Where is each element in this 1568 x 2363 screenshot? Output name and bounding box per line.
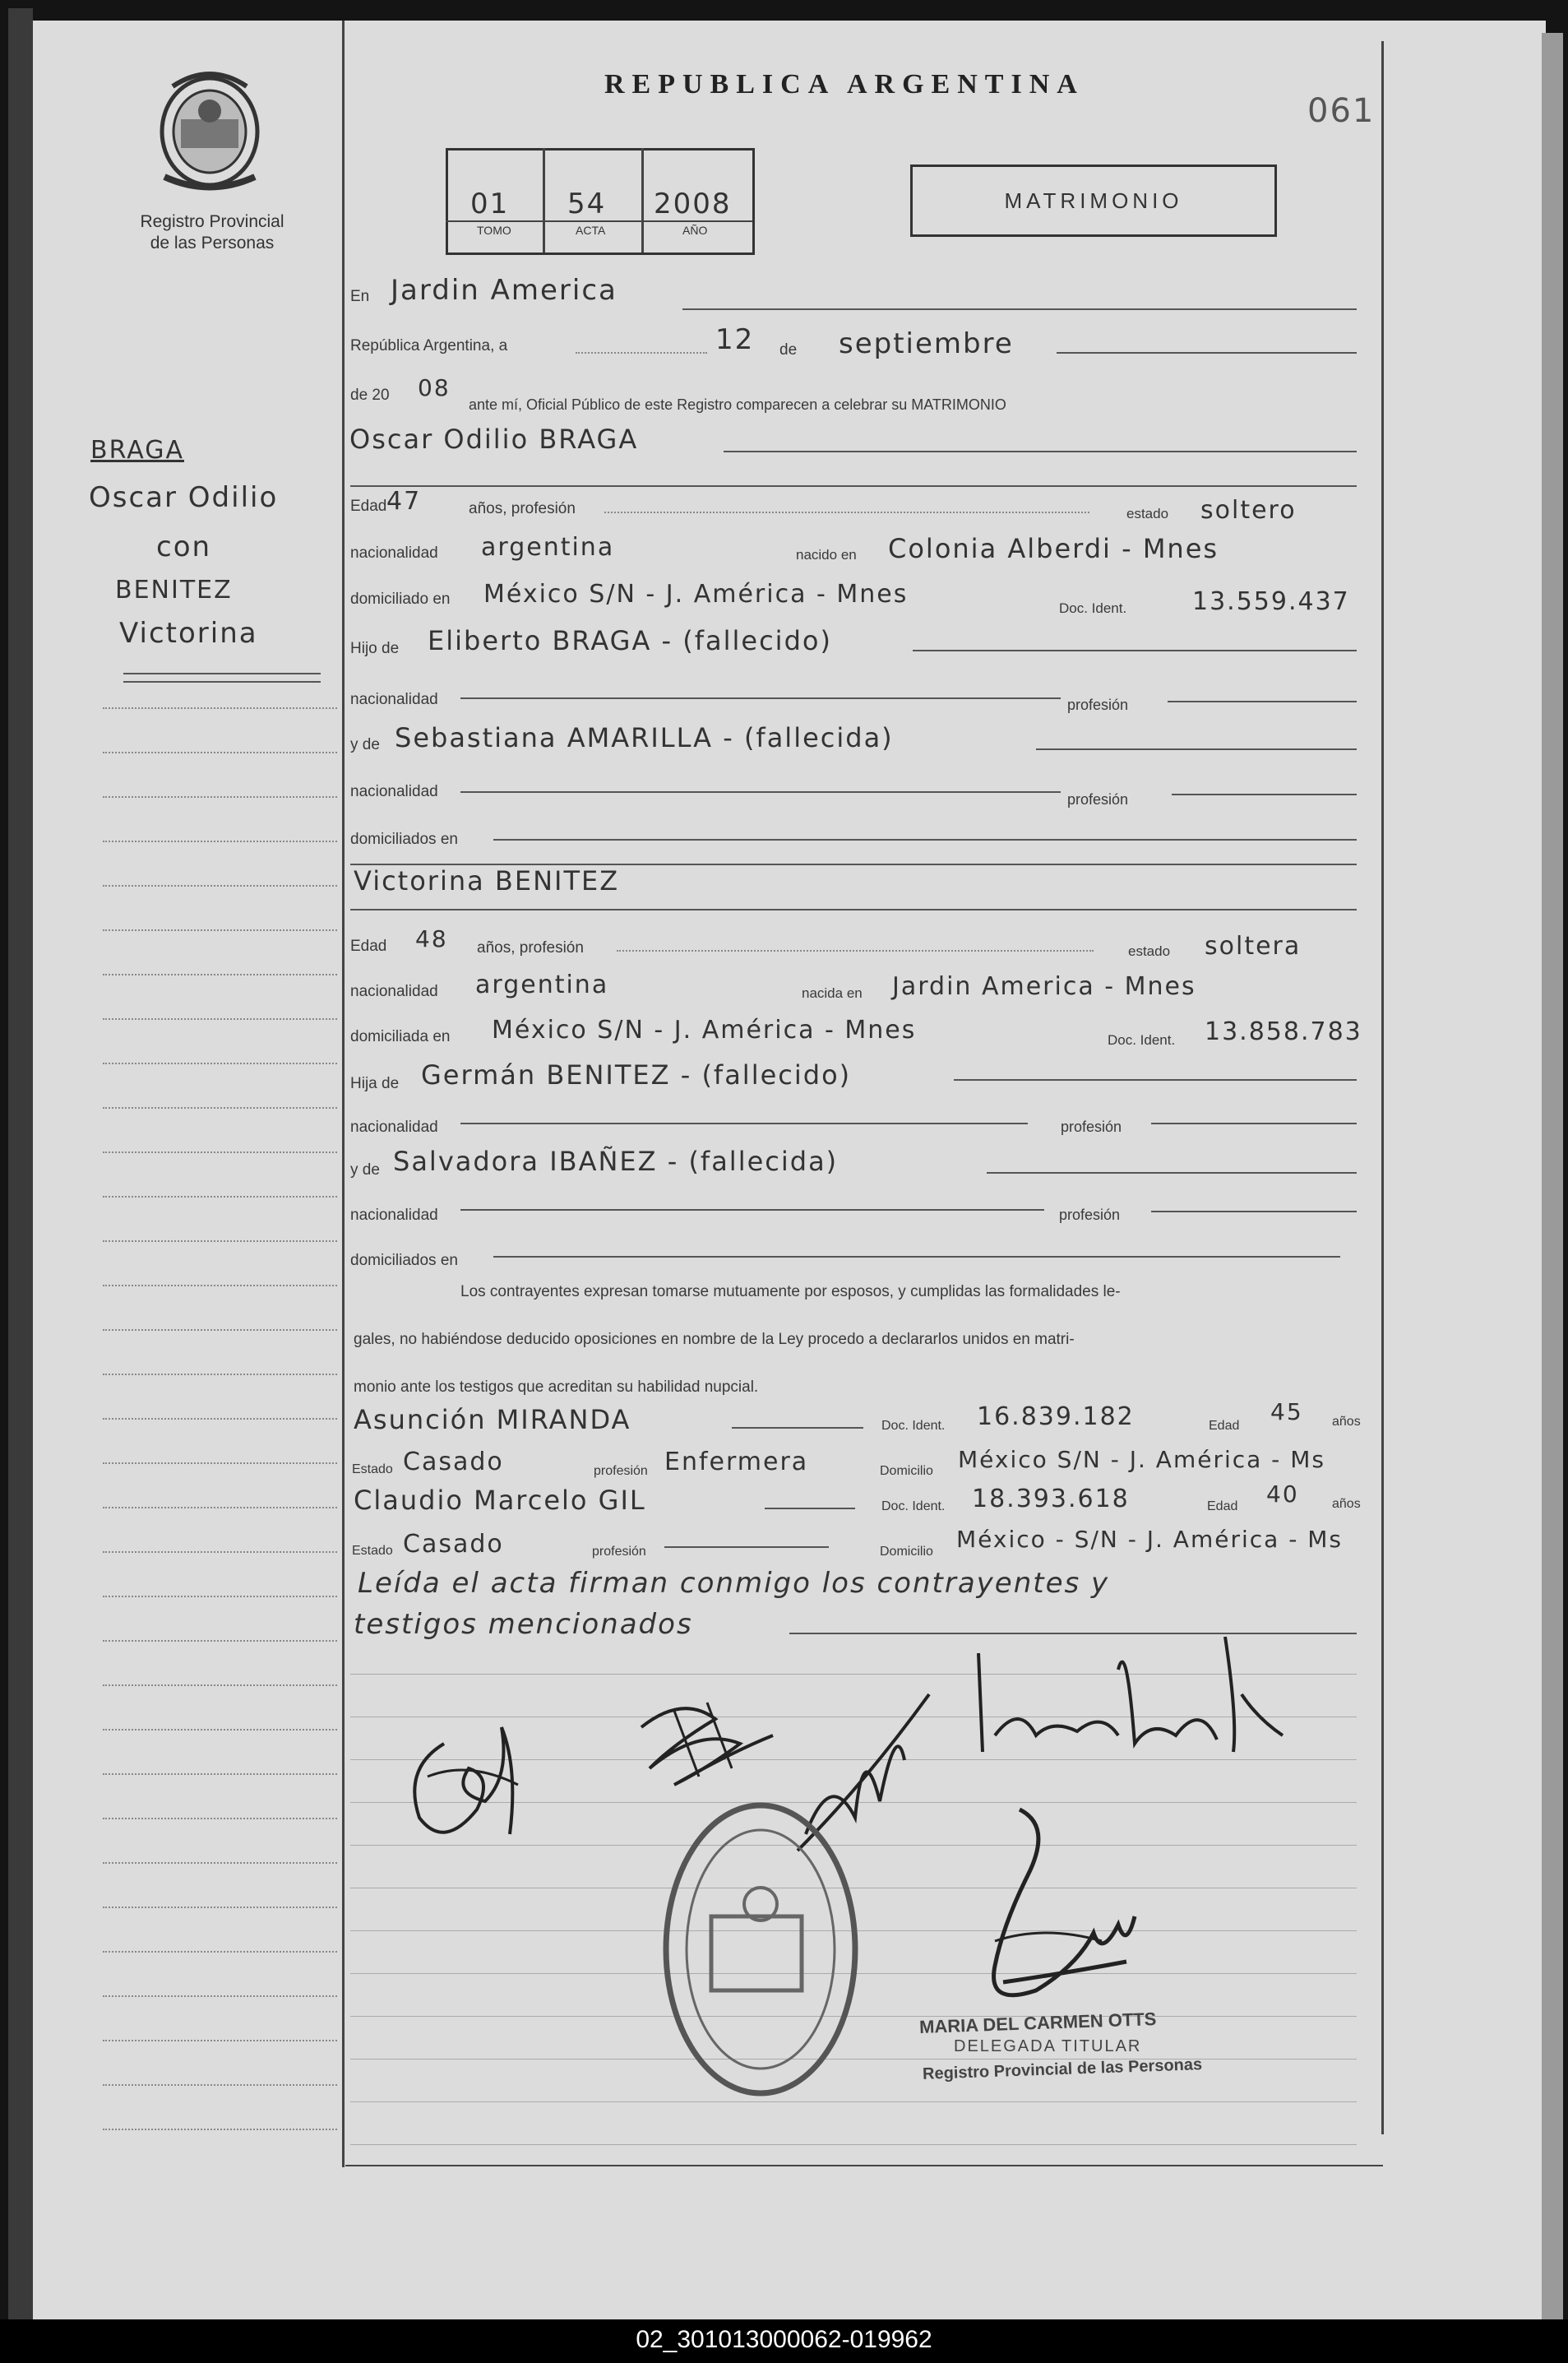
month-value: septiembre xyxy=(839,327,1014,360)
witness2-anos-label: años xyxy=(1332,1497,1361,1511)
document-title: REPUBLICA ARGENTINA xyxy=(604,69,1085,100)
margin-surname-groom: BRAGA xyxy=(90,436,184,465)
bride-father-line xyxy=(954,1079,1357,1081)
ano-label: AÑO xyxy=(682,224,708,237)
witness1-dom-label: Domicilio xyxy=(880,1464,933,1478)
bride-name-line xyxy=(350,909,1357,910)
acta-value: 54 xyxy=(567,188,607,220)
margin-name-groom: Oscar Odilio xyxy=(89,481,279,514)
act-type-label: MATRIMONIO xyxy=(1004,188,1183,213)
bride-mother-prof-label: profesión xyxy=(1059,1207,1121,1223)
witness2-edad-label: Edad xyxy=(1207,1499,1238,1513)
witness2-profesion-line xyxy=(664,1546,829,1548)
margin-ruled-line xyxy=(103,707,337,709)
witness1-age: 45 xyxy=(1270,1398,1303,1425)
bride-mother-prof-line xyxy=(1151,1211,1357,1212)
declaration-text: ante mí, Oficial Público de este Registro comparecen a celebrar su MATRIMONIO xyxy=(469,396,1006,413)
closing-line2: testigos mencionados xyxy=(354,1608,693,1641)
groom-nac-label: nacionalidad xyxy=(350,544,438,562)
statement-line1: Los contrayentes expresan tomarse mutuamente por esposos, y cumplidas las formalidades le- xyxy=(460,1283,1121,1300)
witness1-estado: Casado xyxy=(403,1448,504,1476)
bride-doc: 13.858.783 xyxy=(1205,1017,1362,1046)
margin-ruled-line xyxy=(103,1995,337,1997)
witness1-profesion-label: profesión xyxy=(594,1464,648,1478)
margin-ruled-line xyxy=(103,1107,337,1109)
groom-father-prof-label: profesión xyxy=(1067,697,1129,713)
witness2-dom-label: Domicilio xyxy=(880,1545,933,1559)
bride-domicilio: México S/N - J. América - Mnes xyxy=(492,1016,917,1045)
margin-ruled-line xyxy=(103,1818,337,1819)
bride-estado: soltera xyxy=(1205,932,1302,961)
acta-label: ACTA xyxy=(576,224,606,237)
margin-ruled-line xyxy=(103,1773,337,1775)
groom-mother-nac-line xyxy=(460,791,1061,793)
image-code: 02_301013000062-019962 xyxy=(636,2326,932,2353)
bride-mother-line xyxy=(987,1172,1357,1174)
margin-ruled-line xyxy=(103,841,337,842)
margin-con: con xyxy=(156,531,212,563)
bride-profesion-dots xyxy=(617,950,1094,952)
groom-mother-line xyxy=(1036,748,1357,750)
registry-name-line2: de las Personas xyxy=(150,234,275,253)
witness1-doc: 16.839.182 xyxy=(977,1402,1135,1431)
witness2-doc: 18.393.618 xyxy=(972,1485,1130,1513)
republica-label: República Argentina, a xyxy=(350,337,508,354)
groom-estado: soltero xyxy=(1200,496,1297,525)
act-box-divider-2 xyxy=(641,148,644,253)
ano-value: 2008 xyxy=(654,188,732,220)
groom-name-line xyxy=(724,451,1357,452)
place-value: Jardin America xyxy=(391,274,617,307)
place-line xyxy=(682,308,1357,310)
groom-birthplace: Colonia Alberdi - Mnes xyxy=(888,533,1219,564)
tomo-value: 01 xyxy=(470,188,510,220)
image-footer-bar xyxy=(0,2319,1568,2363)
margin-ruled-line xyxy=(103,1374,337,1375)
bottom-border-line xyxy=(345,2165,1383,2166)
act-type-box xyxy=(910,164,1277,237)
provincial-emblem-icon xyxy=(148,62,271,193)
groom-father-nac-label: nacionalidad xyxy=(350,691,438,708)
margin-ruled-line xyxy=(103,1640,337,1642)
groom-nacionalidad: argentina xyxy=(481,533,615,562)
margin-ruled-line xyxy=(103,1862,337,1864)
tomo-label: TOMO xyxy=(477,224,511,237)
witness2-name: Claudio Marcelo GIL xyxy=(354,1485,646,1516)
officer-stamp-name: MARIA DEL CARMEN OTTS xyxy=(918,2008,1157,2038)
groom-father-line xyxy=(913,650,1357,651)
de-label: de xyxy=(779,341,798,359)
bride-father: Germán BENITEZ - (fallecido) xyxy=(421,1059,852,1091)
groom-signature-icon xyxy=(395,1678,543,1867)
bride-parents-dom-line xyxy=(493,1256,1340,1258)
margin-ruled-line xyxy=(103,1684,337,1686)
witness1-estado-label: Estado xyxy=(352,1462,393,1476)
groom-mother: Sebastiana AMARILLA - (fallecida) xyxy=(395,722,894,753)
groom-father-prof-line xyxy=(1168,701,1357,702)
page-right-edge xyxy=(1542,33,1563,2319)
year-suffix: 08 xyxy=(418,374,451,401)
groom-estado-label: estado xyxy=(1126,506,1169,521)
margin-ruled-line xyxy=(103,1196,337,1198)
groom-age: 47 xyxy=(386,487,422,516)
bride-father-nac-label: nacionalidad xyxy=(350,1119,438,1136)
groom-dom-label: domiciliado en xyxy=(350,591,451,608)
groom-parents-dom-label: domiciliados en xyxy=(350,831,458,848)
margin-ruled-line xyxy=(103,2040,337,2041)
margin-ruled-line xyxy=(103,1018,337,1020)
margin-ruled-line xyxy=(103,929,337,931)
margin-note-underline-1 xyxy=(123,673,321,674)
groom-doc-label: Doc. Ident. xyxy=(1059,600,1127,616)
page-number: 061 xyxy=(1307,92,1376,130)
margin-ruled-line xyxy=(103,2129,337,2130)
groom-mother-prof-label: profesión xyxy=(1067,791,1129,808)
witness2-estado-label: Estado xyxy=(352,1544,393,1558)
margin-ruled-line xyxy=(103,1151,337,1153)
margin-ruled-line xyxy=(103,1418,337,1420)
groom-father-nac-line xyxy=(460,697,1061,699)
bride-profesion-label: años, profesión xyxy=(477,939,584,957)
margin-ruled-line xyxy=(103,1240,337,1242)
margin-ruled-line xyxy=(103,1729,337,1731)
margin-ruled-line xyxy=(103,1596,337,1597)
margin-note-underline-2 xyxy=(123,681,321,683)
margin-ruled-line xyxy=(103,1462,337,1464)
witness1-domicilio: México S/N - J. América - Ms xyxy=(958,1446,1325,1473)
groom-parents-dom-line xyxy=(493,839,1357,841)
bride-hija-label: Hija de xyxy=(350,1075,400,1092)
bride-nacida-label: nacida en xyxy=(802,985,863,1001)
bride-signature-icon xyxy=(625,1678,789,1801)
closing-line1: Leída el acta firman conmigo los contrayentes y xyxy=(358,1567,1110,1600)
groom-domicilio: México S/N - J. América - Mnes xyxy=(483,580,909,609)
groom-profesion-dots xyxy=(604,512,1089,513)
groom-mother-nac-label: nacionalidad xyxy=(350,783,438,800)
groom-profesion-label: años, profesión xyxy=(469,500,576,517)
bride-mother: Salvadora IBAÑEZ - (fallecida) xyxy=(393,1146,839,1177)
margin-ruled-line xyxy=(103,1063,337,1064)
margin-ruled-line xyxy=(103,885,337,887)
margin-name-bride: Victorina xyxy=(119,617,258,650)
month-line xyxy=(1057,352,1357,354)
groom-father: Eliberto BRAGA - (fallecido) xyxy=(428,625,832,656)
groom-mother-prof-line xyxy=(1172,794,1357,795)
page-shadow xyxy=(8,8,33,2319)
margin-ruled-line xyxy=(103,1329,337,1331)
statement-line2: gales, no habiéndose deducido oposiciones en nombre de la Ley procedo a declararlos unidos en matri- xyxy=(354,1331,1075,1348)
officer-stamp-title: DELEGADA TITULAR xyxy=(954,2037,1142,2055)
groom-name: Oscar Odilio BRAGA xyxy=(349,424,639,455)
groom-doc: 13.559.437 xyxy=(1192,587,1350,616)
bride-dom-label: domiciliada en xyxy=(350,1028,451,1045)
margin-surname-bride: BENITEZ xyxy=(115,576,233,605)
margin-ruled-line xyxy=(103,2084,337,2086)
bride-nacionalidad: argentina xyxy=(475,971,609,999)
witness2-domicilio: México - S/N - J. América - Ms xyxy=(956,1526,1343,1553)
witness1-profesion: Enfermera xyxy=(664,1448,809,1476)
witness1-edad-label: Edad xyxy=(1209,1419,1240,1433)
bride-father-prof-line xyxy=(1151,1123,1357,1124)
witness2-name-line xyxy=(765,1508,855,1509)
bride-mother-nac-label: nacionalidad xyxy=(350,1207,438,1224)
groom-nacido-label: nacido en xyxy=(796,547,857,563)
bride-age: 48 xyxy=(415,925,448,952)
bride-name: Victorina BENITEZ xyxy=(354,865,620,897)
act-box-divider-1 xyxy=(543,148,545,253)
witness2-doc-label: Doc. Ident. xyxy=(881,1499,946,1513)
en-label: En xyxy=(350,288,370,305)
bride-parents-dom-label: domiciliados en xyxy=(350,1252,458,1269)
margin-ruled-line xyxy=(103,1907,337,1908)
margin-ruled-line xyxy=(103,974,337,975)
body-ruled-line xyxy=(350,2144,1357,2145)
margin-ruled-line xyxy=(103,1507,337,1508)
bride-birthplace: Jardin America - Mnes xyxy=(892,972,1196,1001)
margin-ruled-line xyxy=(103,1551,337,1553)
statement-line3: monio ante los testigos que acreditan su habilidad nupcial. xyxy=(354,1378,759,1396)
witness2-signature-icon xyxy=(962,1620,1307,1785)
bride-mother-nac-line xyxy=(460,1209,1044,1211)
bride-edad-label: Edad xyxy=(350,938,387,955)
groom-edad-label: Edad xyxy=(350,498,387,515)
margin-ruled-line xyxy=(103,796,337,798)
year-prefix: de 20 xyxy=(350,387,390,404)
margin-divider-line xyxy=(342,21,345,2167)
groom-name-line2 xyxy=(350,485,1357,487)
day-value: 12 xyxy=(715,323,755,356)
official-seal-icon xyxy=(658,1793,863,2106)
act-box-label-rule xyxy=(446,220,752,222)
bride-father-prof-label: profesión xyxy=(1061,1119,1122,1135)
margin-ruled-line xyxy=(103,752,337,753)
republica-dots xyxy=(576,352,707,354)
margin-ruled-line xyxy=(103,1951,337,1953)
officer-stamp-registry: Registro Provincial de las Personas xyxy=(922,2055,1203,2083)
bride-estado-label: estado xyxy=(1128,943,1171,959)
bride-yde-label: y de xyxy=(350,1161,380,1179)
witness1-name: Asunción MIRANDA xyxy=(354,1404,631,1435)
margin-ruled-line xyxy=(103,1285,337,1286)
bride-nac-label: nacionalidad xyxy=(350,983,438,1000)
registry-name-line1: Registro Provincial xyxy=(140,212,284,231)
witness1-doc-label: Doc. Ident. xyxy=(881,1419,946,1433)
witness1-anos-label: años xyxy=(1332,1415,1361,1429)
groom-yde-label: y de xyxy=(350,736,380,753)
witness1-name-line xyxy=(732,1427,863,1429)
witness2-estado: Casado xyxy=(403,1530,504,1559)
witness2-age: 40 xyxy=(1266,1480,1299,1508)
groom-hijo-label: Hijo de xyxy=(350,640,400,657)
bride-father-nac-line xyxy=(460,1123,1028,1124)
officer-signature-icon xyxy=(937,1801,1151,2015)
right-border-line xyxy=(1381,41,1384,2134)
witness2-profesion-label: profesión xyxy=(592,1545,646,1559)
bride-doc-label: Doc. Ident. xyxy=(1108,1032,1176,1048)
